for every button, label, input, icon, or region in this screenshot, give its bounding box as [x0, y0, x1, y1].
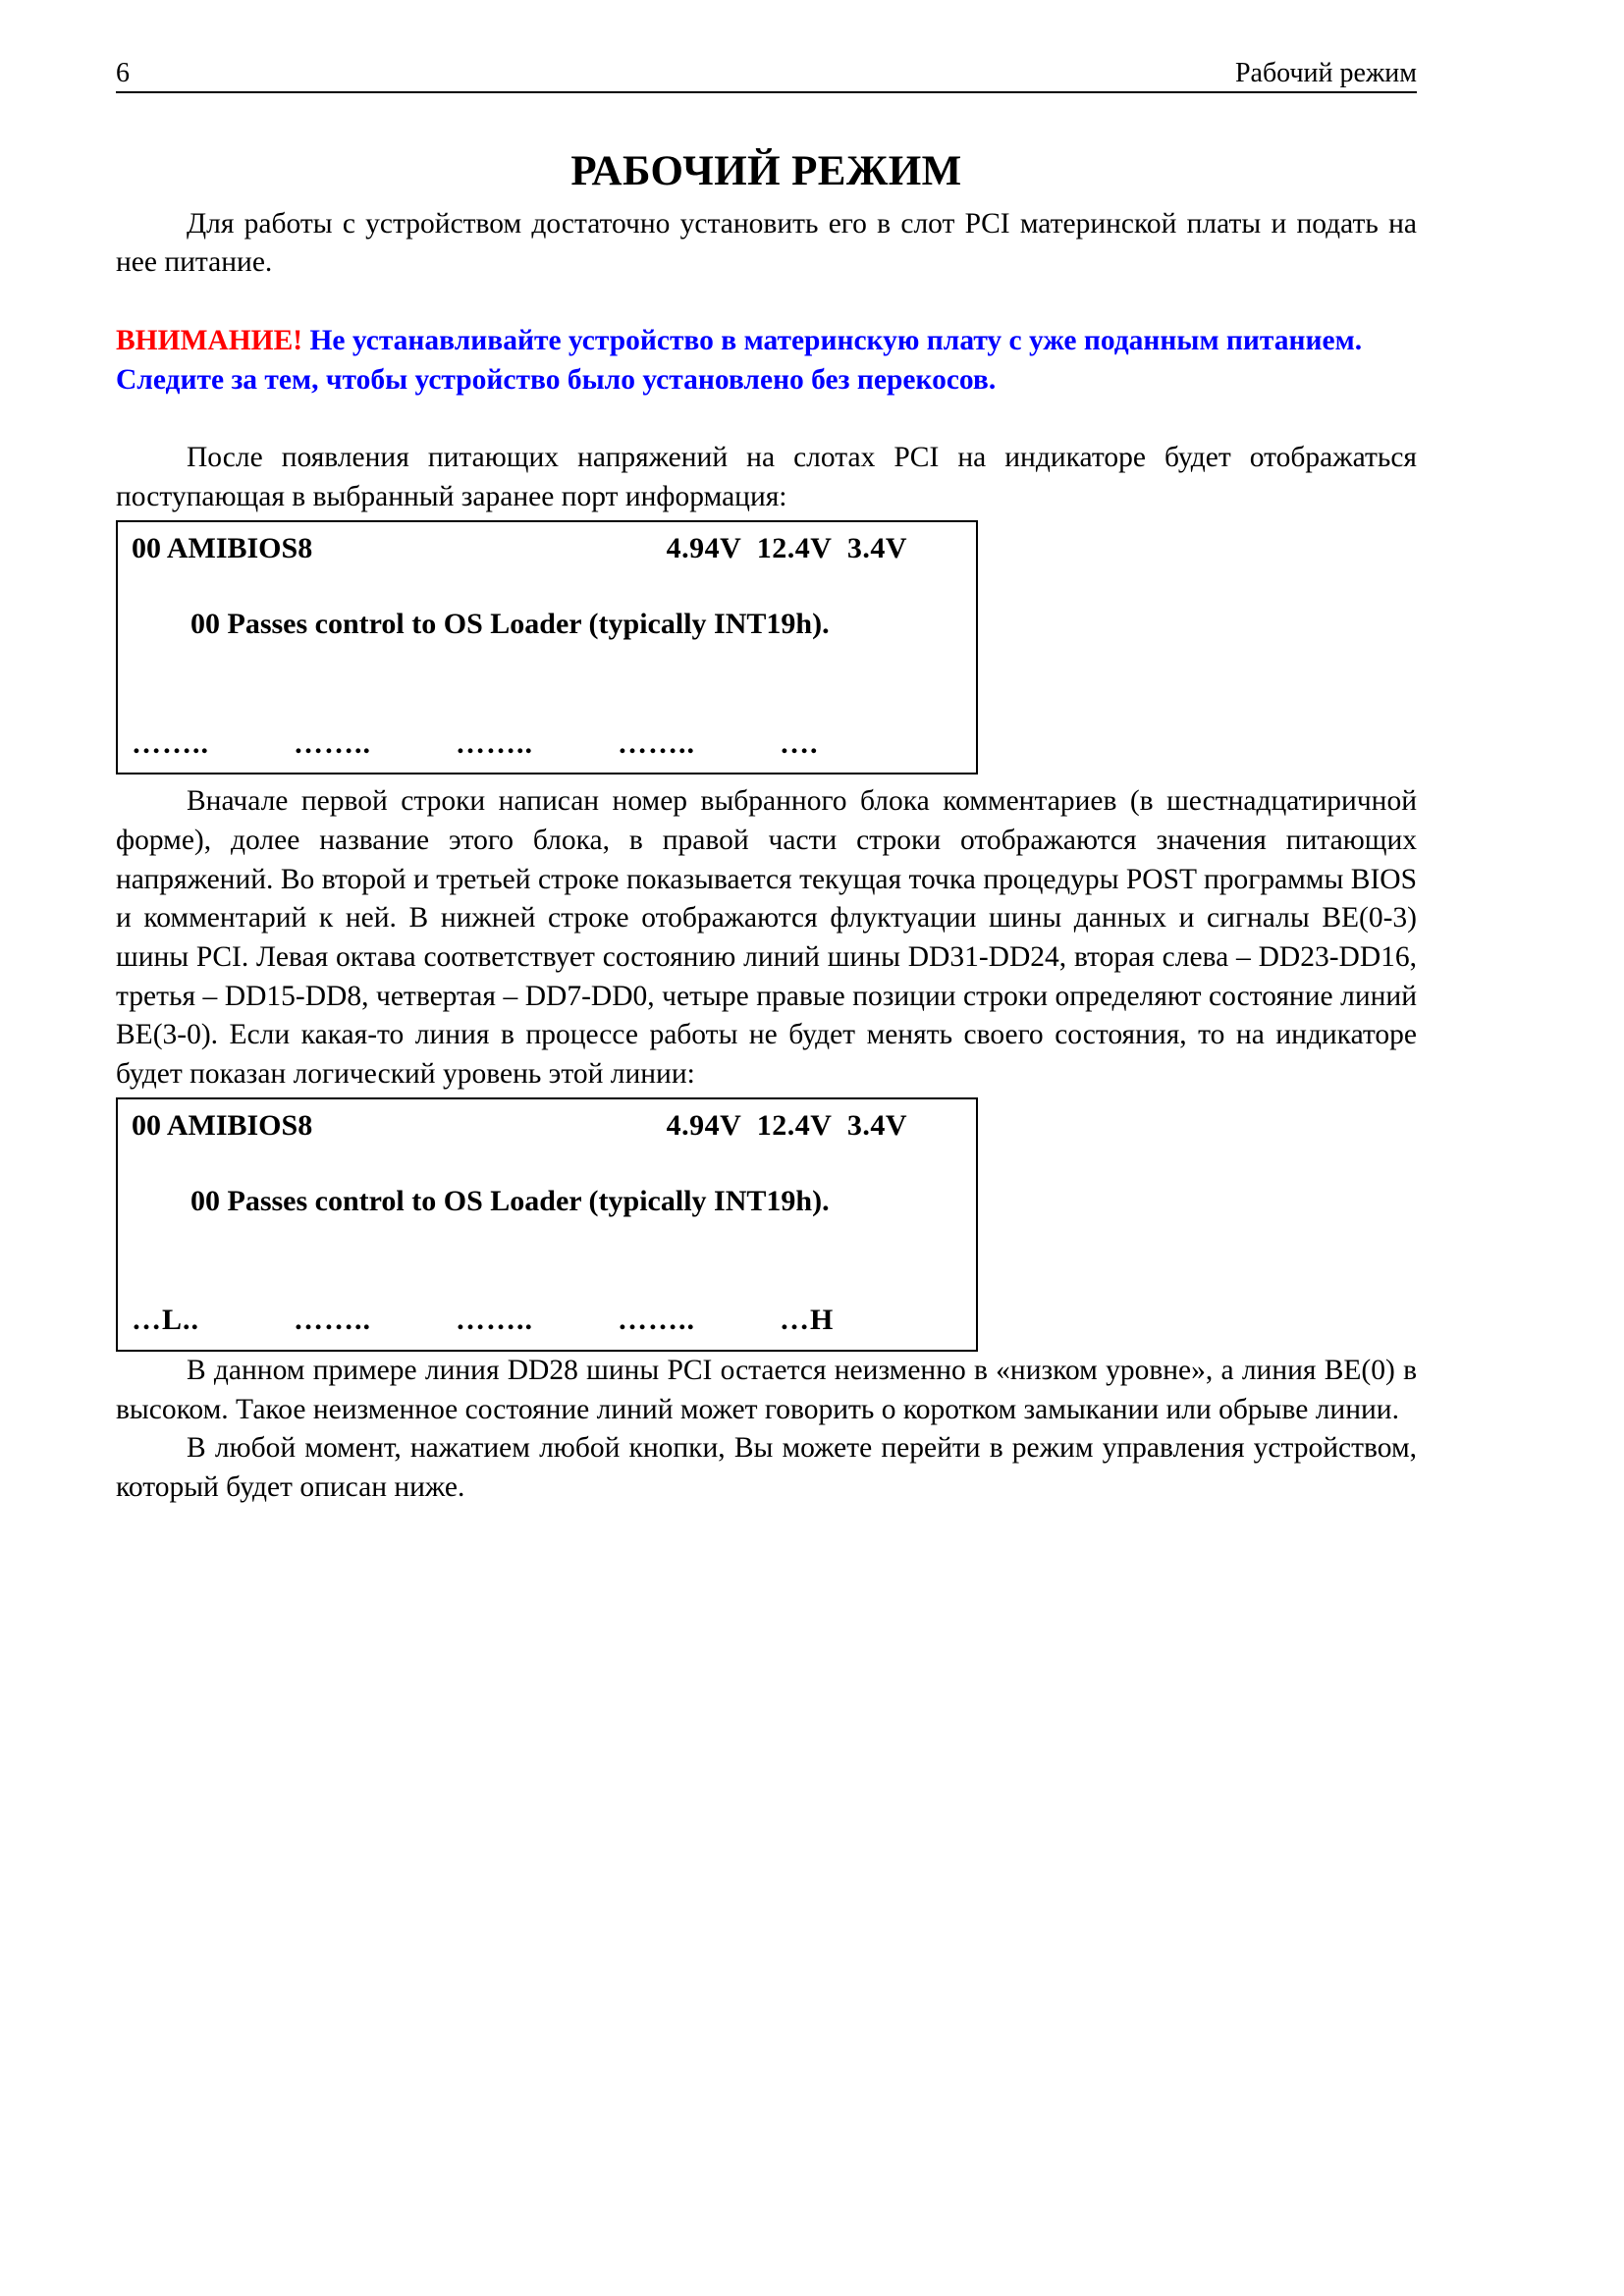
page-title: РАБОЧИЙ РЕЖИМ: [570, 148, 962, 194]
led-line-2: [132, 567, 962, 681]
led-octave-dd7-dd0: ……..: [618, 1304, 695, 1337]
page-header: [116, 59, 1417, 93]
led-octave-dd23-dd16: ……..: [294, 1304, 371, 1337]
led-octave-dd7-dd0: ……..: [618, 726, 695, 760]
led-voltages: 4.94V 12.4V 3.4V: [666, 1108, 907, 1142]
led-block-label: 00 AMIBIOS8: [132, 531, 313, 564]
warning-attention-label: ВНИМАНИЕ!: [116, 325, 303, 357]
page-number: 6: [116, 58, 130, 88]
spacer: [116, 774, 1417, 782]
led-voltages: 4.94V 12.4V 3.4V: [666, 531, 907, 564]
led-line-2: [132, 1145, 962, 1258]
header-title: Рабочий режим: [1234, 58, 1417, 88]
spacer: [116, 283, 1417, 322]
led-octave-dd23-dd16: ……..: [294, 726, 371, 760]
paragraph-intro: Для работы с устройством достаточно установить его в слот PCI материнской платы и подать на нее питание.: [116, 207, 1417, 279]
led-bus-line: [132, 1302, 962, 1340]
led-octave-dd31-dd24: …L..: [132, 1304, 200, 1337]
paragraph-explanation: Вначале первой строки написан номер выбранного блока комментариев (в шестнадцатиричной форме), долее название этого блока, в правой части строки отображаются значения питающих напряжений. Во второй и третьей строке показывается текущая точка процедуры POST программы BIOS и комментарий к ней. В нижней строке отображаются флуктуации шины данных и сигналы BE(0-3) шины PCI. Левая октава соответствует состоянию линий шины DD31-DD24, вторая слева – DD23-DD16, третья – DD15-DD8, четвертая – DD7-DD0, четыре правые позиции строки определяют состояние линий BE(3-0). Если какая-то линия в процессе работы не будет менять своего состояния, то на индикаторе будет показан логический уровень этой линии:: [116, 785, 1417, 1090]
paragraph-power-on: После появления питающих напряжений на слотах PCI на индикаторе будет отображаться поступающая в выбранный заранее порт информация:: [116, 442, 1417, 513]
led-display-box-2: [116, 1097, 978, 1352]
led-octave-dd15-dd8: ……..: [456, 726, 533, 760]
led-post-message: 00 Passes control to OS Loader (typically INT19h).: [190, 1184, 830, 1217]
led-octave-dd31-dd24: ……..: [132, 726, 209, 760]
led-be-signals: ….: [780, 726, 819, 760]
led-block-label: 00 AMIBIOS8: [132, 1108, 313, 1142]
led-display-box-1: [116, 520, 978, 774]
led-octave-dd15-dd8: ……..: [456, 1304, 533, 1337]
warning-body-text: Не устанавливайте устройство в материнскую плату с уже поданным питанием. Следите за тем, чтобы устройство было установлено без перекосов.: [116, 325, 1363, 396]
led-bus-line: [132, 725, 962, 764]
led-post-message: 00 Passes control to OS Loader (typically INT19h).: [190, 608, 830, 641]
spacer: [116, 400, 1417, 439]
warning-paragraph: [116, 322, 1417, 400]
paragraph-example: В данном примере линия DD28 шины PCI остается неизменно в «низком уровне», а линия BE(0) в высоком. Такое неизменное состояние линий может говорить о коротком замыкании или обрыве линии.: [116, 1355, 1417, 1425]
led-blank-line: [132, 1258, 962, 1302]
document-content: [116, 147, 1417, 1508]
led-line-1: [132, 530, 962, 568]
led-blank-line: [132, 682, 962, 725]
led-be-signals: …H: [780, 1304, 835, 1337]
paragraph-any-key: В любой момент, нажатием любой кнопки, Вы можете перейти в режим управления устройством, который будет описан ниже.: [116, 1432, 1417, 1504]
led-line-1: [132, 1107, 962, 1146]
